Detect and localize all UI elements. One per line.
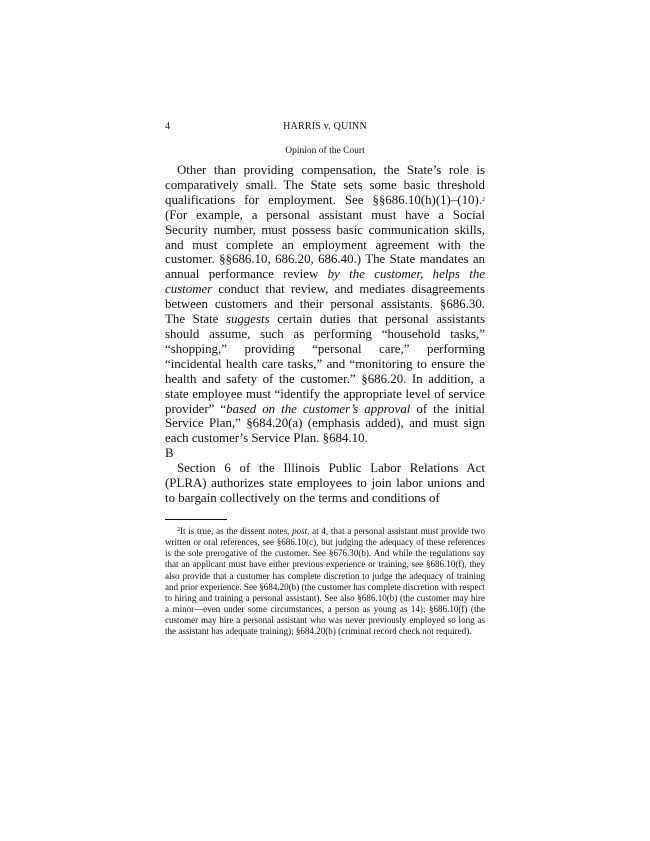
emphasis-text: suggests xyxy=(225,312,270,327)
opinion-body xyxy=(165,163,485,506)
text-segment: of the initial Service Plan,” §684.20(a) (emphasis added), and must sign each customer’s Service Plan. §684.10. xyxy=(165,401,485,446)
running-head: HARRIS v. QUINN xyxy=(283,121,367,132)
section-heading: B xyxy=(165,446,174,461)
emphasis-text: post, xyxy=(292,526,310,536)
footnote xyxy=(165,525,485,638)
emphasis-text: by the customer, xyxy=(327,267,424,282)
opinion-label: Opinion of the Court xyxy=(285,146,365,156)
page-number: 4 xyxy=(165,121,170,132)
paragraph-plra: Section 6 of the Illinois Public Labor Relations Act (PLRA) authorizes state employees to join labor unions and to bargain collectively on the terms and conditions of xyxy=(165,461,485,505)
emphasis-text: based on the customer’s approval xyxy=(226,401,411,416)
footnote-reference: 2 xyxy=(482,196,485,203)
emphasis-text: helps the customer xyxy=(165,267,485,297)
text-segment xyxy=(423,267,432,281)
text-segment: It is true, as the dissent notes, xyxy=(180,526,293,536)
text-segment: conduct that review, and mediates disagreements between customers and their personal assistants. §686.30. The State xyxy=(165,282,485,327)
text-segment: Other than providing compensation, the State’s role is comparatively small. The State sets some basic threshold qualifications for employment. See §§686.10(h)(1)–(10). xyxy=(165,163,485,207)
text-segment: certain duties that personal assistants should assume, such as performing “household tasks,” “shopping,” providing “personal care,” performing “incidental health care tasks,” and “monitoring to ensure the health and safety of the customer.” §686.20. In addition, a state employee must “identify the appropriate level of service provider” “ xyxy=(165,312,485,416)
footnote-rule xyxy=(165,519,227,520)
footnote-number: 2 xyxy=(177,527,180,533)
text-segment: (For example, a personal assistant must have a Social Security number, must possess basic communication skills, and must complete an employment agreement with the customer. §§686.10, 686.20, 686.40.) The State mandates an annual performance review xyxy=(165,207,485,282)
text-segment: at 4, that a personal assistant must provide two written or oral references, see §686.10(c), but judging the adequacy of these references is the sole prerogative of the customer. See §676.30(b). And while the regulations say that an applicant must have either previous experience or training, see §686.10(f), they also provide that a customer has complete discretion to judge the adequacy of training and prior experience. See §684.20(b) (the customer has complete discretion with respect to hiring and training a personal assistant). See also §686.10(b) (the customer may hire a minor—even under some circumstances, a person as young as 14); §686.10(f) (the customer may hire a personal assistant who was never previously employed so long as the assistant has adequate training); §684.20(b) (criminal record check not required). xyxy=(165,526,485,637)
paragraph-state-role xyxy=(165,163,485,446)
